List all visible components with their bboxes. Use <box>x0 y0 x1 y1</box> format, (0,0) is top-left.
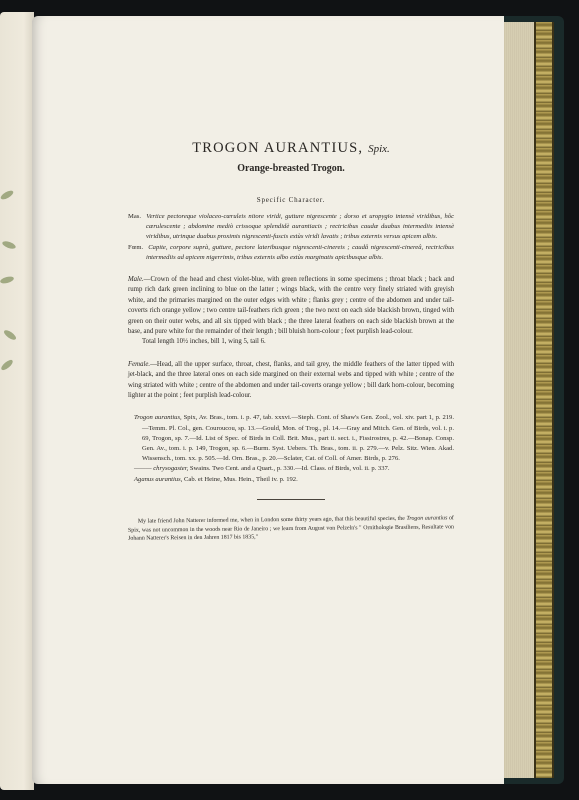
ref-text: Spix, Av. Bras., tom. i. p. 47, tab. xxxvi.—Steph. Cont. of Shaw's Gen. Zool., vol. xiv. part 1, p. 219.—Temm. Pl. Col., gen. Couroucou, sp. 13.—Gould, Mon. of Trog., pl. 14.—Gray and Mitch. Gen. of Birds, vol. i. p. 69, Trogon, sp. 7.—Id. List of Spec. of Birds in Coll. Brit. Mus., part ii. sect. i., Fissirostres, p. 42.—Bonap. Consp. Gen. Av., tom. i. p. 149, Trogon, sp. 6.—Burm. Syst. Uebers. Th. Bras., tom. ii. p. 279.—v. Pelz. Sitz. Wien. Akad. Wissensch., tom. xx. p. 505.—Id. Orn. Bras., p. 20.—Sclater, Cat. of Coll. of Amer. Birds, p. 276. <box>142 414 455 463</box>
female-label: Female. <box>128 360 151 368</box>
male-description <box>128 275 454 337</box>
char-female-label: Fœm. <box>128 244 144 251</box>
plant-illustration-fragment <box>0 275 15 284</box>
species-name: TROGON AURANTIUS, <box>192 140 364 156</box>
ref-text: Swains. Two Cent. and a Quart., p. 330.—Id. Class. of Birds, vol. ii. p. 337. <box>189 465 390 473</box>
female-description <box>128 360 454 402</box>
ref-name: Aganus aurantius, <box>134 475 183 483</box>
character-female <box>128 243 454 263</box>
divider-rule <box>257 499 325 500</box>
footnote-text: My late friend John Natterer informed me, when in London some thirty years ago, that this beautiful species, the <box>137 515 405 525</box>
section-heading: Specific Character. <box>256 196 326 204</box>
page-edges <box>500 22 534 778</box>
species-author: Spix. <box>368 143 390 155</box>
facing-page <box>0 12 34 790</box>
ref-text: Cab. et Heine, Mus. Hein., Theil iv. p. 192. <box>184 475 298 483</box>
plant-illustration-fragment <box>1 240 16 250</box>
character-male <box>128 212 454 242</box>
footnote-text-cont: of Spix, was not uncommon in the woods near Rio de Janeiro ; we learn from August von Pelzeln's " Ornithologie Brasiliens, Resultate von Johann Natterer's Reisen in den Jahren 1817 bis 1835," <box>127 515 455 542</box>
book-page <box>32 16 504 784</box>
female-text: —Head, all the upper surface, throat, chest, flanks, and tail grey, the middle feathers of the latter tipped with jet-black, and the three lateral ones on each side margined on their external webs and tipped with white ; centre of the wing striated with white ; centre of the abdomen and under tail-coverts orange yellow ; bill dark horn-colour, becoming lighter at the point ; feet purplish lead-colour. <box>128 360 454 400</box>
gilt-edge <box>534 22 554 778</box>
common-name: Orange-breasted Trogon. <box>237 163 345 174</box>
synonymy <box>128 413 454 484</box>
reference-entry <box>128 464 454 474</box>
plant-illustration-fragment <box>0 189 15 201</box>
char-male-label: Mas. <box>128 213 142 220</box>
page-title <box>128 140 454 157</box>
footnote-species: Trogon aurantius <box>406 515 448 522</box>
ref-name: Trogon aurantius, <box>134 414 182 422</box>
male-text: —Crown of the head and chest violet-blue, with green reflections in some specimens ; throat black ; back and rump rich dark green inclining to blue on the latter ; wings black, with the centre very finely striated with greyish white, and the primaries margined on the outer edges with white ; flanks grey ; centre of the abdomen and under tail-coverts rich orange yellow ; two centre tail-feathers rich green ; the two next on each side blackish brown, tinged with green on their outer webs, and all six tipped with black ; the three lateral feathers on each side blackish brown at the base, and pure white for the remainder of their length ; bill bluish horn-colour ; feet purplish lead-colour. <box>128 276 454 336</box>
footnote <box>128 514 454 543</box>
reference-entry <box>128 475 454 485</box>
male-label: Male. <box>128 276 144 283</box>
ref-name: ——— chrysogaster, <box>134 465 189 473</box>
plant-illustration-fragment <box>0 358 14 372</box>
plant-illustration-fragment <box>3 329 18 342</box>
char-male-text: Vertice pectoreque violaceo-cæruleis nitore viridi, gutture nigrescente ; dorso et uropygio intensè viridibus, hôc cærulescente ; abdomine mediò crissoque splendidè aurantiacis ; rectricibus caudæ duabus intermediis intensè viridibus, utrinque duabus proximis nigrescenti-fuscis extùs viridi lavatis ; tribus externis versus apicem albis. <box>146 213 454 240</box>
reference-entry <box>128 413 454 464</box>
page-content <box>128 140 454 542</box>
total-length: Total length 10½ inches, bill 1, wing 5, tail 6. <box>142 338 266 346</box>
char-female-text: Capite, corpore suprà, gutture, pectore lateribusque nigrescenti-cinereis ; caudâ nigrescenti-cinereâ, rectricibus intermediis ad apicem nigerrimis, tribus externis albo extùs marginatis apicibusque albis. <box>146 244 454 261</box>
